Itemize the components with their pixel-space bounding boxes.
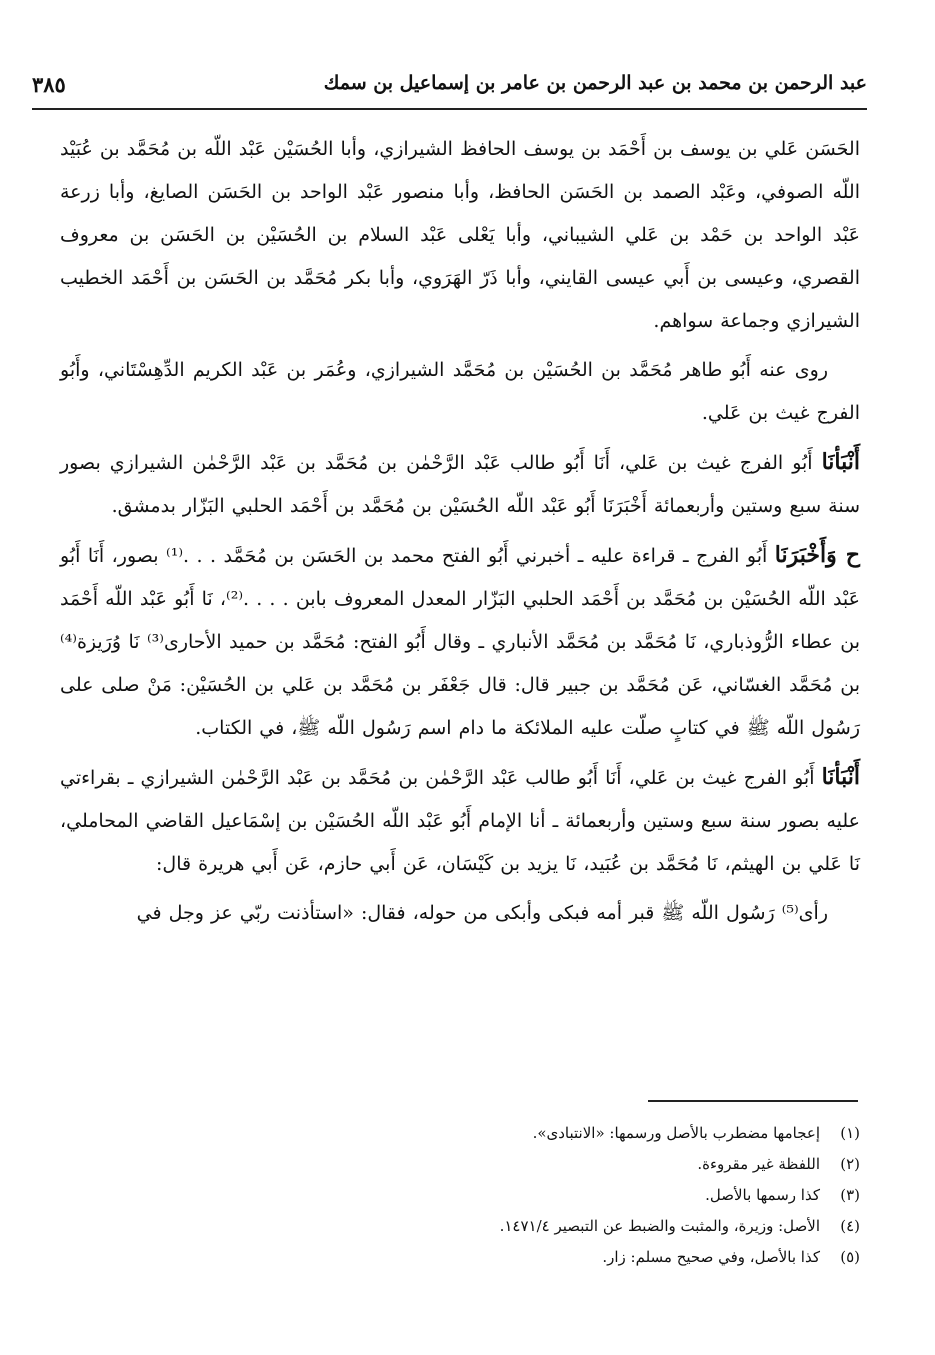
footnote-number: (٥) — [840, 1248, 860, 1266]
paragraph-text: أَبُو الفرج ـ قراءة عليه ـ أخبرني أَبُو الفتح محمد بن الحَسَن بن مُحَمَّد . . .⁽¹⁾ بصور، أَنَا أَبُو عَبْد اللّه الحُسَيْن بن مُحَمَّد بن أَحْمَد الحلبي البَزّار المعدل المعروف بابن . . . .⁽²⁾، نَا أَبُو عَبْد اللّه أَحْمَد بن عطاء الرُّوذباري، نَا مُحَمَّد بن مُحَمَّد الأنباري ـ وقال أَبُو الفتح: مُحَمَّد بن حميد الأحارى⁽³⁾ نَا وُرَيزة⁽⁴⁾ بن مُحَمَّد الغسّاني، عَن مُحَمَّد بن جبير قال: قال جَعْفَر بن مُحَمَّد بن عَلي بن الحُسَيْن: مَنْ صلى على رَسُول اللّه ﷺ في كتابٍ صلّت عليه الملائكة ما دام اسم رَسُول اللّه ﷺ، في الكتاب. — [60, 545, 860, 739]
footnote-number: (١) — [840, 1124, 860, 1142]
paragraph-lead-word: أَنْبَأنَا — [821, 449, 860, 475]
page-number: ٣٨٥ — [32, 72, 66, 97]
footnote-text: كذا رسمها بالأصل. — [705, 1186, 820, 1204]
paragraph-text: رأى⁽⁵⁾ رَسُول اللّه ﷺ قبر أمه فبكى وأبكى من حوله، فقال: «استأذنت ربّي عز وجل في — [136, 902, 828, 924]
footnote-number: (٢) — [840, 1155, 860, 1173]
footnote-text: إعجامها مضطرب بالأصل ورسمها: «الانتبادى». — [532, 1124, 820, 1142]
footnote-item — [100, 1211, 860, 1242]
footnote-text: اللفظة غير مقروءة. — [697, 1155, 820, 1173]
footnote-number: (٣) — [840, 1186, 860, 1204]
footnote-number: (٤) — [840, 1217, 860, 1235]
paragraph-students — [60, 349, 860, 435]
running-title: عبد الرحمن بن محمد بن عبد الرحمن بن عامر بن إسماعيل بن سمك — [323, 72, 867, 94]
footnote-text: الأصل: وزيرة، والمثبت والضبط عن التبصير ١٤٧١/٤. — [499, 1217, 820, 1235]
paragraph-lead-word: ح وَأَخْبَرَنَا — [774, 542, 860, 568]
paragraph-text: الحَسَن عَلي بن يوسف بن أَحْمَد بن يوسف الحافظ الشيرازي، وأبا الحُسَيْن عَبْد اللّه بن مُحَمَّد بن عُبَيْد اللّه الصوفي، وعَبْد الصمد بن الحَسَن الحافظ، وأبا منصور عَبْد الواحد بن الحَسَن الصايغ، وأبا زرعة عَبْد الواحد بن حَمْد بن عَلي الشيباني، وأبا يَعْلى عَبْد السلام بن الحُسَيْن بن الحَسَن بن معروف القصري، وعيسى بن أَبي عيسى القايني، وأبا ذَرّ الهَرَوي، وأبا بكر مُحَمَّد بن الحَسَن بن أَحْمَد الخطيب الشيرازي وجماعة سواهم. — [60, 138, 860, 332]
footnote-text: كذا بالأصل، وفي صحيح مسلم: زار. — [602, 1248, 820, 1266]
footnotes — [100, 1118, 860, 1273]
main-text — [60, 128, 860, 941]
paragraph-isnad-2 — [60, 534, 860, 750]
footnote-item — [100, 1180, 860, 1211]
paragraph-isnad-1 — [60, 441, 860, 528]
paragraph-text: أَبُو الفرج غيث بن عَلي، أَنَا أَبُو طالب عَبْد الرَّحْمٰن بن مُحَمَّد بن عَبْد الرَّحْمٰن الشيرازي بصور سنة سبع وستين وأربعمائة أَخْبَرَنَا أَبُو عَبْد اللّه الحُسَيْن بن مُحَمَّد بن أَحْمَد الحلبي البَزّار بدمشق. — [60, 452, 860, 517]
footnote-item — [100, 1118, 860, 1149]
paragraph-lead-word: أَنْبَأنَا — [821, 764, 860, 790]
running-header — [32, 68, 867, 110]
footnote-item — [100, 1149, 860, 1180]
paragraph-isnad-3 — [60, 756, 860, 886]
footnote-item — [100, 1242, 860, 1273]
paragraph-hadith — [60, 892, 860, 935]
paragraph-teachers — [60, 128, 860, 343]
paragraph-text: أَبُو الفرج غيث بن عَلي، أَنَا أَبُو طالب عَبْد الرَّحْمٰن بن مُحَمَّد بن عَبْد الرَّحْمٰن الشيرازي ـ بقراءتي عليه بصور سنة سبع وستين وأربعمائة ـ أنا الإمام أَبُو عَبْد اللّه الحُسَيْن بن إسْمَاعيل القاضي المحاملي، نَا عَلي بن الهيثم، نَا مُحَمَّد بن عُبَيد، نَا يزيد بن كَيْسَان، عَن أَبي حازم، عَن أَبي هريرة قال: — [60, 767, 860, 875]
footnote-separator — [648, 1100, 858, 1102]
paragraph-text: روى عنه أَبُو طاهر مُحَمَّد بن الحُسَيْن بن مُحَمَّد الشيرازي، وعُمَر بن عَبْد الكريم الدِّهِسْتَاني، وأَبُو الفرج غيث بن عَلي. — [60, 359, 860, 424]
